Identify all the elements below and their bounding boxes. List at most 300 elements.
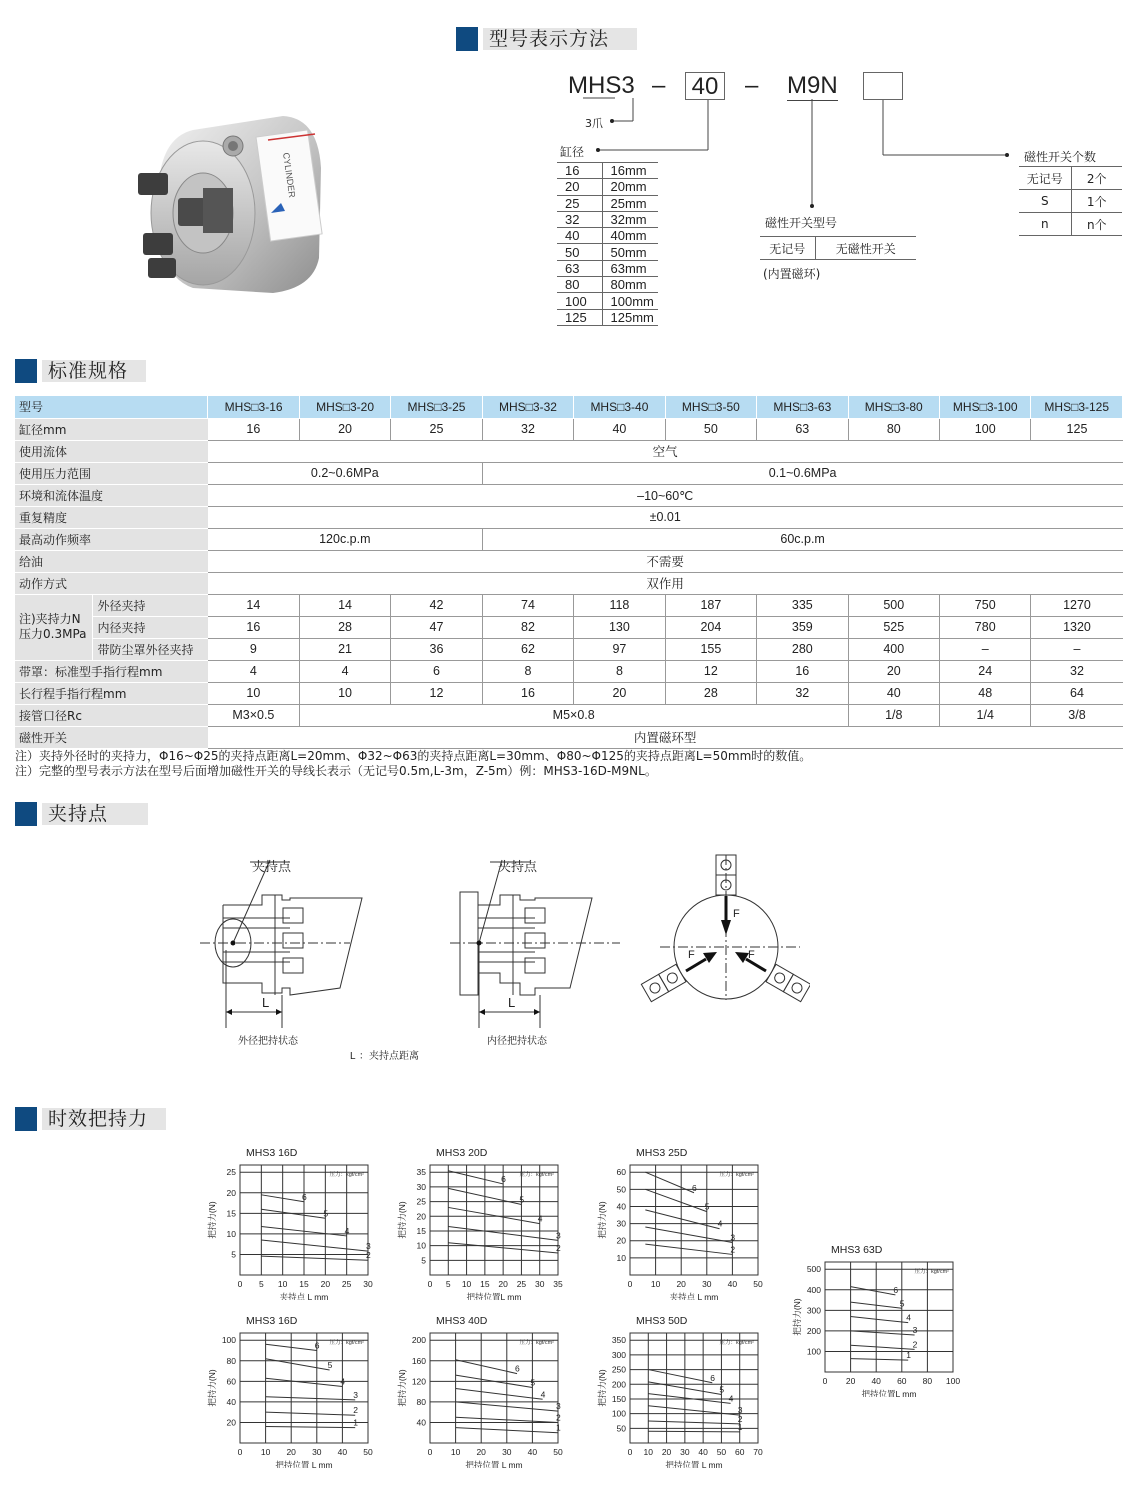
chart-svg — [205, 1313, 380, 1468]
chart-title: MHS3 16D — [246, 1147, 298, 1159]
series-label: 2 — [912, 1339, 918, 1350]
bore-option-row — [557, 309, 658, 325]
legend-note: 压力：kgf/cm² — [329, 1340, 364, 1346]
y-tick-label: 20 — [226, 1417, 236, 1428]
spec-value: 双作用 — [208, 572, 1123, 594]
switch-model-row — [760, 237, 916, 260]
y-tick-label: 160 — [411, 1355, 426, 1366]
spec-value: 不需要 — [208, 550, 1123, 572]
series-label: 4 — [717, 1218, 723, 1229]
y-tick-label: 35 — [416, 1167, 426, 1178]
model-header-cell: MHS□3-32 — [482, 396, 573, 418]
stroke-cell: 4 — [299, 660, 390, 682]
spec-label: 型号 — [15, 396, 208, 418]
switch-desc-cell: 无磁性开关 — [815, 237, 916, 260]
y-tick-label: 250 — [611, 1364, 626, 1375]
x-tick-label: 20 — [661, 1447, 672, 1457]
force-cell: 36 — [391, 638, 482, 660]
plot-frame — [430, 1333, 558, 1443]
spec-row-bore — [15, 418, 1123, 440]
force-group-label — [15, 594, 93, 660]
bore-code: 25 — [557, 195, 602, 211]
force-cell: 28 — [299, 616, 390, 638]
force-cell: 82 — [482, 616, 573, 638]
section-title: 夹持点 — [42, 803, 148, 825]
stroke-cell: 8 — [574, 660, 665, 682]
x-tick-label: 0 — [427, 1279, 433, 1289]
section-marker — [15, 1107, 37, 1131]
y-axis-label: 把持力(N) — [597, 1369, 607, 1407]
series-label: 4 — [537, 1213, 543, 1224]
y-axis-label: 把持力(N) — [207, 1369, 217, 1407]
chart-svg — [395, 1313, 570, 1468]
bore-option-row — [557, 179, 658, 195]
bore-option-row — [557, 244, 658, 260]
x-axis-label: 把持位置 L mm — [665, 1460, 723, 1468]
switch-model-label: 磁性开关型号 — [765, 216, 838, 230]
bore-code: 80 — [557, 277, 602, 293]
x-tick-label: 20 — [320, 1279, 331, 1289]
y-tick-label: 25 — [416, 1196, 426, 1207]
x-tick-label: 40 — [698, 1447, 708, 1457]
series-label: 5 — [323, 1208, 329, 1219]
y-tick-label: 300 — [806, 1305, 821, 1316]
model-header-cell: MHS□3-16 — [208, 396, 299, 418]
x-tick-label: 10 — [461, 1279, 472, 1289]
stroke-cell: 40 — [848, 682, 939, 704]
bore-code: 100 — [557, 293, 602, 309]
series-label: 6 — [302, 1191, 307, 1202]
y-tick-label: 30 — [416, 1181, 426, 1192]
grip-point-label: 夹持点 — [252, 859, 292, 874]
bore-option-row — [557, 260, 658, 276]
x-tick-label: 20 — [476, 1447, 486, 1457]
x-tick-label: 20 — [498, 1279, 508, 1289]
force-cell: 1270 — [1031, 594, 1123, 616]
chart-svg — [395, 1145, 570, 1300]
stroke-cell: 16 — [482, 682, 573, 704]
bore-size: 50mm — [602, 244, 658, 260]
model-dash-1: – — [652, 72, 666, 99]
force-cell: 16 — [208, 616, 299, 638]
bore-code: 16 — [557, 163, 602, 179]
bore-cell: 25 — [391, 418, 482, 440]
distance-label: L — [508, 995, 516, 1010]
spec-sublabel: 外径夹持 — [93, 594, 208, 616]
force-cell: – — [1031, 638, 1123, 660]
x-tick-label: 10 — [277, 1279, 288, 1289]
y-tick-label: 200 — [411, 1335, 426, 1346]
bore-cell: 40 — [574, 418, 665, 440]
spec-row-outer-grip — [15, 594, 1123, 616]
force-cell: 130 — [574, 616, 665, 638]
y-axis-label: 把持力(N) — [792, 1298, 802, 1336]
switch-count-table — [1019, 166, 1122, 236]
x-tick-label: 5 — [258, 1279, 264, 1289]
x-tick-label: 30 — [502, 1447, 512, 1457]
bore-code-box: 40 — [685, 72, 725, 100]
bore-option-row — [557, 277, 658, 293]
series-line — [261, 1256, 368, 1260]
section-title: 型号表示方法 — [483, 28, 637, 50]
series-line — [648, 1431, 739, 1432]
series-label: 3 — [737, 1405, 743, 1416]
series-label: 2 — [737, 1413, 743, 1424]
bore-option-row — [557, 211, 658, 227]
series-label: 3 — [730, 1232, 736, 1243]
force-cell: 280 — [757, 638, 848, 660]
x-tick-label: 25 — [516, 1279, 527, 1289]
model-prefix: MHS3 — [568, 72, 635, 99]
note-line: 注）完整的型号表示方法在型号后面增加磁性开关的导线长表示（无记号0.5m,L-3m，Z-5m）例：MHS3-16D-M9NL。 — [15, 764, 657, 778]
model-header-cell: MHS□3-40 — [574, 396, 665, 418]
holding-force-chart — [205, 1145, 380, 1304]
count-value: 2个 — [1071, 167, 1122, 190]
x-tick-label: 15 — [299, 1279, 309, 1289]
bore-size: 20mm — [602, 179, 658, 195]
chart-title: MHS3 63D — [831, 1244, 883, 1256]
spec-label: 接管口径Rc — [15, 704, 208, 726]
series-label: 4 — [340, 1376, 346, 1387]
bore-cell: 50 — [665, 418, 756, 440]
force-label: F — [688, 949, 695, 961]
spec-row-dust-cover-grip — [15, 638, 1123, 660]
distance-label: L — [262, 995, 270, 1010]
x-tick-label: 10 — [650, 1279, 661, 1289]
y-tick-label: 10 — [416, 1240, 426, 1251]
spec-value: 3/8 — [1031, 704, 1123, 726]
x-tick-label: 0 — [627, 1279, 633, 1289]
x-tick-label: 30 — [363, 1279, 373, 1289]
spec-row-long-stroke — [15, 682, 1123, 704]
bore-label: 缸径 — [560, 145, 585, 159]
x-axis-label: 把持位置 L mm — [465, 1460, 523, 1468]
series-label: 3 — [353, 1389, 358, 1400]
spec-sublabel: 带防尘罩外径夹持 — [93, 638, 208, 660]
y-tick-label: 25 — [226, 1167, 236, 1178]
force-cell: 400 — [848, 638, 939, 660]
x-tick-label: 0 — [822, 1376, 828, 1386]
x-tick-label: 0 — [427, 1447, 433, 1457]
chart-title: MHS3 20D — [436, 1147, 488, 1159]
x-tick-label: 25 — [341, 1279, 352, 1289]
spec-value: 0.2~0.6MPa — [208, 462, 482, 484]
spec-row-fluid — [15, 440, 1123, 462]
holding-force-chart — [790, 1242, 965, 1401]
legend-note: 压力：kgf/cm² — [519, 1340, 554, 1346]
x-tick-label: 30 — [680, 1447, 690, 1457]
bore-cell: 63 — [757, 418, 848, 440]
series-line — [851, 1359, 909, 1360]
switch-note: (内置磁环) — [763, 267, 821, 281]
y-tick-label: 40 — [616, 1201, 626, 1212]
section-title: 时效把持力 — [42, 1108, 166, 1130]
stroke-cell: 24 — [940, 660, 1031, 682]
legend-note: 压力：kgf/cm² — [719, 1172, 754, 1178]
series-line — [266, 1427, 356, 1428]
spec-value: 0.1~0.6MPa — [482, 462, 1122, 484]
model-header-cell: MHS□3-125 — [1031, 396, 1123, 418]
stroke-cell: 28 — [665, 682, 756, 704]
spec-table — [15, 396, 1123, 749]
bore-cell: 125 — [1031, 418, 1123, 440]
plot-frame — [825, 1262, 953, 1372]
y-tick-label: 150 — [611, 1393, 626, 1404]
legend-note: 压力：kgf/cm² — [719, 1340, 754, 1346]
series-line — [266, 1412, 356, 1415]
y-tick-label: 50 — [616, 1423, 626, 1434]
stroke-cell: 10 — [299, 682, 390, 704]
x-tick-label: 5 — [445, 1279, 451, 1289]
spec-label: 缸径mm — [15, 418, 208, 440]
bore-size: 80mm — [602, 277, 658, 293]
grip-point-diagrams — [190, 840, 810, 1070]
force-cell: 42 — [391, 594, 482, 616]
y-tick-label: 15 — [416, 1225, 426, 1236]
force-cell: 500 — [848, 594, 939, 616]
bore-option-row — [557, 195, 658, 211]
distance-legend-text: ：夹持点距离 — [359, 1051, 419, 1062]
stroke-cell: 20 — [848, 660, 939, 682]
force-cell: 155 — [665, 638, 756, 660]
grip-point-label: 夹持点 — [498, 859, 538, 874]
spec-value: ±0.01 — [208, 506, 1123, 528]
y-tick-label: 60 — [616, 1167, 626, 1178]
series-line — [851, 1345, 915, 1349]
x-tick-label: 35 — [553, 1279, 563, 1289]
y-tick-label: 40 — [226, 1396, 236, 1407]
force-cell: 359 — [757, 616, 848, 638]
force-cell: 14 — [299, 594, 390, 616]
series-label: 6 — [710, 1372, 716, 1383]
series-line — [266, 1376, 346, 1387]
series-label: 6 — [893, 1284, 899, 1295]
spec-value: 60c.p.m — [482, 528, 1122, 550]
legend-note: 压力：kgf/cm² — [329, 1172, 364, 1178]
spec-row-action — [15, 572, 1123, 594]
stroke-cell: 12 — [391, 682, 482, 704]
series-label: 5 — [530, 1377, 536, 1388]
x-tick-label: 20 — [286, 1447, 296, 1457]
series-label: 2 — [556, 1242, 561, 1253]
force-cell: 780 — [940, 616, 1031, 638]
plot-frame — [630, 1165, 758, 1275]
y-tick-label: 100 — [611, 1408, 626, 1419]
x-tick-label: 60 — [897, 1376, 907, 1386]
x-tick-label: 40 — [727, 1279, 738, 1289]
y-tick-label: 20 — [226, 1187, 236, 1198]
x-axis-label: 夹持点 L mm — [669, 1292, 719, 1300]
y-tick-label: 60 — [226, 1376, 236, 1387]
bore-size: 25mm — [602, 195, 658, 211]
bore-code: 125 — [557, 309, 602, 325]
spec-value: 1/8 — [848, 704, 939, 726]
holding-force-chart — [395, 1313, 570, 1472]
section-marker — [15, 359, 37, 383]
spec-value: 空气 — [208, 440, 1123, 462]
bore-options-table — [557, 162, 658, 326]
chart-svg — [595, 1313, 770, 1468]
stroke-cell: 32 — [1031, 660, 1123, 682]
series-label: 6 — [515, 1363, 520, 1374]
y-tick-label: 10 — [616, 1252, 626, 1263]
series-label: 3 — [556, 1230, 561, 1241]
series-line — [266, 1397, 356, 1400]
stroke-cell: 8 — [482, 660, 573, 682]
count-value: n个 — [1071, 213, 1122, 236]
series-label: 4 — [906, 1312, 911, 1323]
x-axis-label: 把持位置L mm — [861, 1389, 917, 1397]
x-axis-label: 夹持点 L mm — [279, 1292, 329, 1300]
x-tick-label: 50 — [716, 1447, 727, 1457]
spec-row-repeatability — [15, 506, 1123, 528]
series-label: 1 — [906, 1350, 911, 1361]
series-label: 6 — [501, 1173, 506, 1184]
model-header-cell: MHS□3-63 — [757, 396, 848, 418]
outer-grip-caption: 外径把持状态 — [238, 1036, 298, 1047]
spec-row-cover-stroke — [15, 660, 1123, 682]
force-cell: 14 — [208, 594, 299, 616]
force-label-line1: 注)夹持力N — [19, 612, 81, 626]
spec-label: 重复精度 — [15, 506, 208, 528]
y-tick-label: 20 — [616, 1235, 626, 1246]
series-label: 1 — [737, 1421, 743, 1432]
bore-cell: 80 — [848, 418, 939, 440]
force-cell: 204 — [665, 616, 756, 638]
spec-row-switch — [15, 726, 1123, 748]
spec-label: 最高动作频率 — [15, 528, 208, 550]
series-label: 4 — [728, 1393, 734, 1404]
holding-force-chart — [205, 1313, 380, 1472]
spec-row-port — [15, 704, 1123, 726]
model-header-cell: MHS□3-50 — [665, 396, 756, 418]
force-label: F — [748, 949, 755, 961]
section-header-standard-spec — [15, 359, 146, 383]
series-label: 3 — [912, 1324, 918, 1335]
force-cell: 97 — [574, 638, 665, 660]
series-label: 6 — [692, 1182, 697, 1193]
x-tick-label: 30 — [534, 1279, 545, 1289]
switch-model-table — [760, 236, 916, 260]
x-tick-label: 50 — [363, 1447, 373, 1457]
x-tick-label: 15 — [480, 1279, 490, 1289]
series-line — [851, 1316, 909, 1322]
count-value: 1个 — [1071, 190, 1122, 213]
series-label: 5 — [899, 1298, 905, 1309]
x-tick-label: 50 — [753, 1279, 763, 1289]
y-tick-label: 300 — [611, 1349, 626, 1360]
model-dash-2: – — [745, 72, 759, 99]
series-label: 6 — [314, 1340, 320, 1351]
spec-row-pressure — [15, 462, 1123, 484]
chart-title: MHS3 25D — [636, 1147, 688, 1159]
x-tick-label: 30 — [702, 1279, 712, 1289]
inner-grip-caption: 内径把持状态 — [487, 1036, 547, 1047]
stroke-cell: 10 — [208, 682, 299, 704]
bore-size: 32mm — [602, 211, 658, 227]
count-code: 无记号 — [1019, 167, 1071, 190]
stroke-cell: 6 — [391, 660, 482, 682]
y-tick-label: 50 — [616, 1184, 626, 1195]
legend-note: 压力：kgf/cm² — [519, 1172, 554, 1178]
spec-sublabel: 内径夹持 — [93, 616, 208, 638]
bore-size: 63mm — [602, 260, 658, 276]
series-label: 4 — [344, 1225, 350, 1236]
outer-grip-diagram — [200, 860, 362, 1028]
y-tick-label: 30 — [616, 1218, 626, 1229]
x-tick-label: 0 — [627, 1447, 633, 1457]
stroke-cell: 32 — [757, 682, 848, 704]
stroke-cell: 16 — [757, 660, 848, 682]
series-label: 1 — [556, 1422, 561, 1433]
series-label: 2 — [556, 1412, 561, 1423]
section-title: 标准规格 — [42, 360, 146, 382]
series-line — [645, 1189, 706, 1211]
series-line — [456, 1389, 543, 1400]
force-cell: 525 — [848, 616, 939, 638]
model-header-cell: MHS□3-20 — [299, 396, 390, 418]
x-tick-label: 0 — [237, 1279, 243, 1289]
series-line — [851, 1331, 915, 1335]
y-tick-label: 10 — [226, 1228, 236, 1239]
x-tick-label: 10 — [643, 1447, 654, 1457]
switch-count-row — [1019, 213, 1122, 236]
y-tick-label: 20 — [416, 1211, 426, 1222]
product-label: CYLINDER — [281, 151, 298, 199]
chart-title: MHS3 50D — [636, 1315, 688, 1327]
spec-label: 给油 — [15, 550, 208, 572]
chart-svg — [205, 1145, 380, 1300]
series-line — [648, 1421, 739, 1424]
force-cell: – — [940, 638, 1031, 660]
series-label: 2 — [366, 1250, 371, 1261]
bore-cell: 20 — [299, 418, 390, 440]
model-header-cell: MHS□3-100 — [940, 396, 1031, 418]
series-line — [645, 1244, 732, 1254]
force-cell: 9 — [208, 638, 299, 660]
model-header-cell: MHS□3-25 — [391, 396, 482, 418]
spec-value: –10~60℃ — [208, 484, 1123, 506]
switch-code-cell: 无记号 — [760, 237, 815, 260]
bore-cell: 32 — [482, 418, 573, 440]
stroke-cell: 12 — [665, 660, 756, 682]
bore-code: 50 — [557, 244, 602, 260]
spec-row-inner-grip — [15, 616, 1123, 638]
chart-svg — [790, 1242, 965, 1397]
stroke-cell: 20 — [574, 682, 665, 704]
switch-count-label: 磁性开关个数 — [1024, 150, 1097, 164]
y-tick-label: 100 — [806, 1346, 821, 1357]
spec-label: 环境和流体温度 — [15, 484, 208, 506]
x-tick-label: 40 — [337, 1447, 348, 1457]
holding-force-chart — [395, 1145, 570, 1304]
series-line — [261, 1240, 368, 1251]
section-header-holding-force — [15, 1107, 166, 1131]
y-tick-label: 350 — [611, 1335, 626, 1346]
bore-option-row — [557, 293, 658, 309]
section-marker — [15, 802, 37, 826]
bore-code: 63 — [557, 260, 602, 276]
spec-header-row — [15, 396, 1123, 418]
series-line — [456, 1360, 517, 1374]
chart-title: MHS3 40D — [436, 1315, 488, 1327]
x-tick-label: 20 — [845, 1376, 856, 1386]
y-tick-label: 80 — [416, 1396, 426, 1407]
series-label: 5 — [519, 1194, 525, 1205]
force-cell: 118 — [574, 594, 665, 616]
y-tick-label: 5 — [231, 1249, 236, 1260]
spec-label: 带罩：标准型手指行程mm — [15, 660, 208, 682]
